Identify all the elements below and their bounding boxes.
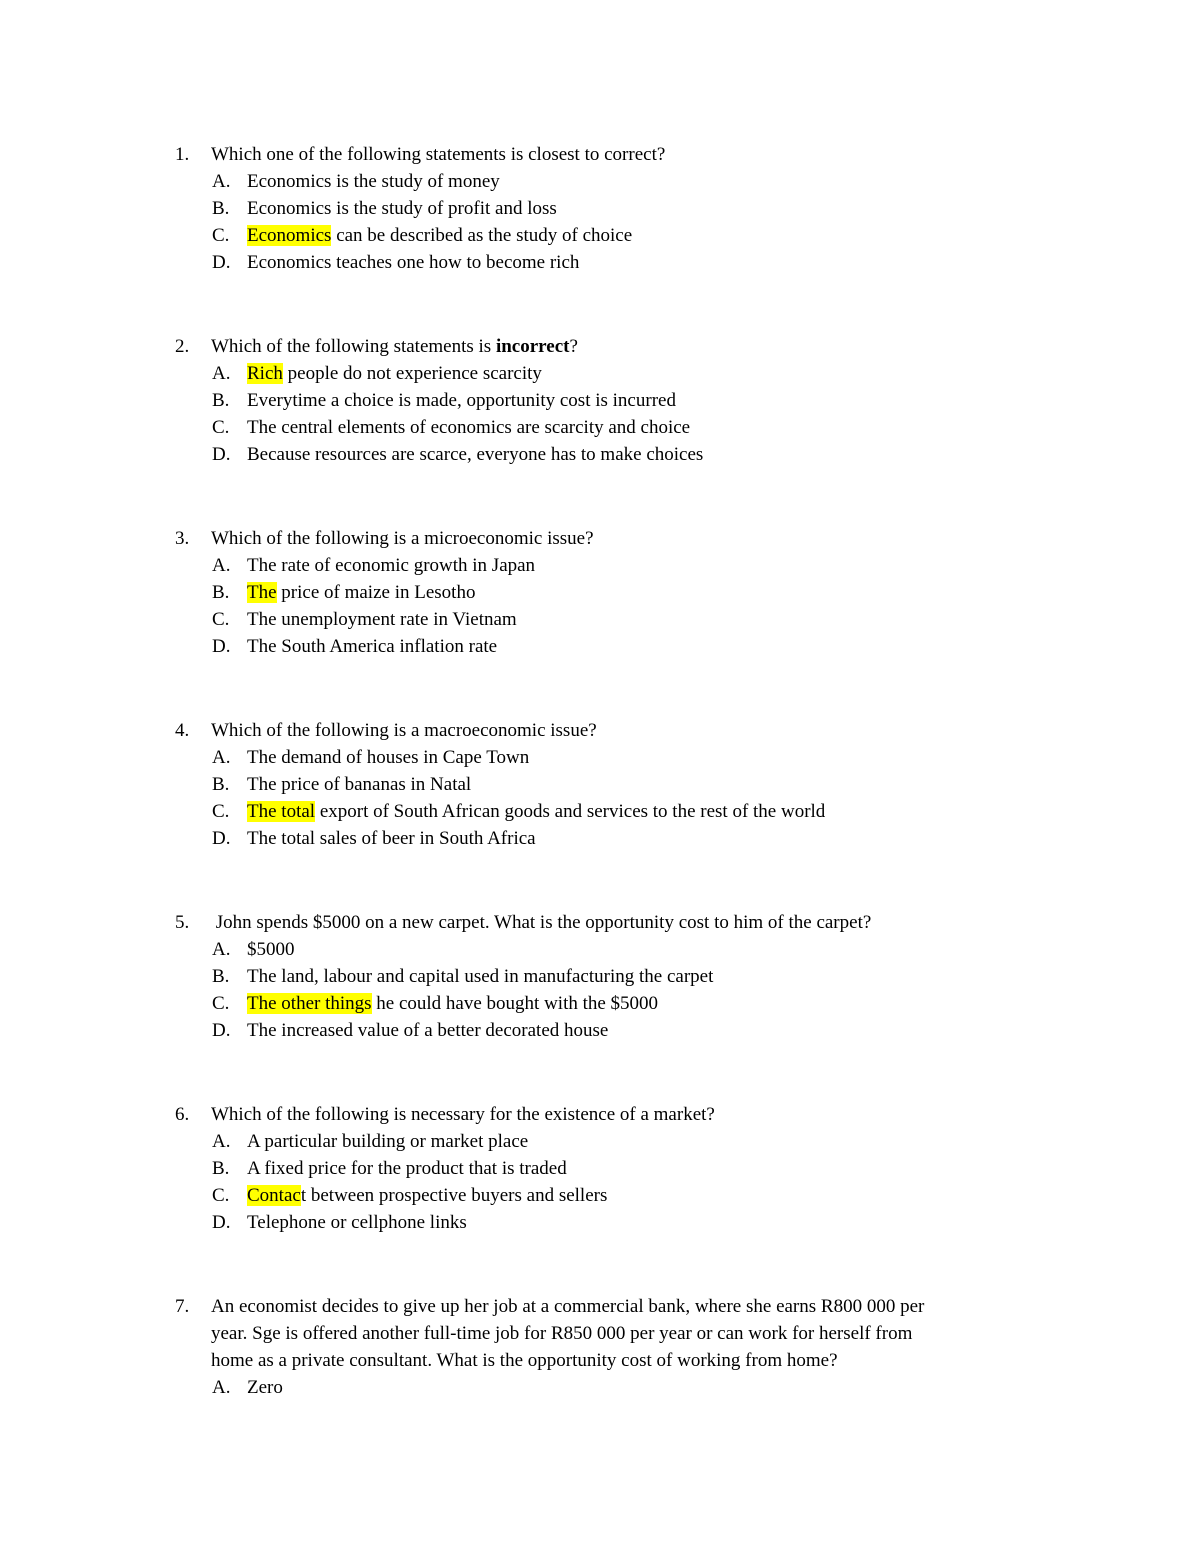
option-letter: D. [212, 252, 231, 273]
option-rest: price of maize in Lesotho [276, 582, 476, 603]
option-rest: The central elements of economics are scarcity and choice [247, 417, 691, 438]
question-text-after: ? [569, 336, 578, 357]
question-text: Which of the following is a macroeconomic issue? [211, 720, 597, 741]
question-number: 2. [175, 336, 190, 357]
option-letter: A. [212, 939, 231, 960]
option-text [247, 936, 295, 963]
highlighted-answer: Contac [247, 1185, 301, 1206]
option-text [247, 1128, 528, 1155]
option-rest: Zero [247, 1377, 283, 1398]
option-text [247, 249, 579, 276]
question-6 [0, 1101, 1100, 1236]
option-d [0, 825, 1100, 852]
option-a [0, 936, 1100, 963]
option-rest: The land, labour and capital used in manufacturing the carpet [247, 966, 714, 987]
option-letter: B. [212, 198, 230, 219]
option-text [247, 552, 535, 579]
question-text-line: year. Sge is offered another full-time job for R850 000 per year or can work for herself from [211, 1323, 913, 1344]
question-7 [0, 1293, 1100, 1401]
option-d [0, 441, 1100, 468]
option-rest: he could have bought with the $5000 [371, 993, 659, 1014]
question-text [211, 333, 578, 360]
option-letter: C. [212, 801, 230, 822]
option-a [0, 1374, 1100, 1401]
question-text: Which one of the following statements is closest to correct? [211, 144, 666, 165]
option-letter: D. [212, 828, 231, 849]
option-rest: The total sales of beer in South Africa [247, 828, 536, 849]
option-text [247, 744, 529, 771]
highlighted-answer: The other things [247, 993, 372, 1014]
question-stem-line-1 [0, 1293, 1100, 1320]
question-stem [0, 141, 1100, 168]
option-rest: people do not experience scarcity [282, 363, 542, 384]
option-text [247, 963, 713, 990]
option-rest: Economics is the study of profit and loss [247, 198, 557, 219]
option-letter: B. [212, 966, 230, 987]
question-number: 4. [175, 720, 190, 741]
option-letter: D. [212, 1212, 231, 1233]
option-text [247, 387, 676, 414]
option-rest: The demand of houses in Cape Town [247, 747, 530, 768]
option-letter: A. [212, 171, 231, 192]
question-stem-line-2 [0, 1320, 1100, 1347]
option-letter: D. [212, 1020, 231, 1041]
option-rest: Economics is the study of money [247, 171, 500, 192]
option-rest: A fixed price for the product that is traded [247, 1158, 567, 1179]
option-rest: Telephone or cellphone links [247, 1212, 467, 1233]
option-letter: B. [212, 582, 230, 603]
question-text: Which of the following is a microeconomic issue? [211, 528, 594, 549]
highlighted-answer: Economics [247, 225, 332, 246]
option-letter: A. [212, 555, 231, 576]
option-letter: A. [212, 1377, 231, 1398]
option-text [247, 441, 703, 468]
option-c [0, 222, 1100, 249]
option-b [0, 963, 1100, 990]
option-rest: $5000 [247, 939, 295, 960]
option-text [247, 1182, 607, 1209]
option-rest: The increased value of a better decorated house [247, 1020, 609, 1041]
question-text-before: Which of the following statements is [211, 336, 496, 357]
option-rest: The price of bananas in Natal [247, 774, 472, 795]
question-text-line: home as a private consultant. What is the opportunity cost of working from home? [211, 1350, 838, 1371]
option-text [247, 798, 825, 825]
option-d [0, 249, 1100, 276]
question-number: 5. [175, 912, 190, 933]
option-b [0, 579, 1100, 606]
question-stem [0, 525, 1100, 552]
option-letter: C. [212, 1185, 230, 1206]
option-text [247, 633, 497, 660]
option-text [247, 1374, 283, 1401]
question-stem-line-3 [0, 1347, 1100, 1374]
option-text [247, 1017, 608, 1044]
option-text [247, 1155, 567, 1182]
option-c [0, 990, 1100, 1017]
option-text [247, 1209, 467, 1236]
option-text [247, 414, 690, 441]
question-text-bold: incorrect [495, 336, 570, 357]
option-text [247, 168, 500, 195]
option-text [247, 990, 658, 1017]
option-letter: C. [212, 993, 230, 1014]
option-letter: D. [212, 444, 231, 465]
option-c [0, 414, 1100, 441]
option-a [0, 168, 1100, 195]
highlighted-answer: The total [247, 801, 316, 822]
option-d [0, 1017, 1100, 1044]
option-b [0, 195, 1100, 222]
option-rest: can be described as the study of choice [331, 225, 633, 246]
question-number: 3. [175, 528, 190, 549]
option-b [0, 387, 1100, 414]
option-a [0, 360, 1100, 387]
option-text [247, 222, 632, 249]
option-text [247, 825, 536, 852]
question-4 [0, 717, 1100, 852]
option-d [0, 633, 1100, 660]
option-rest: export of South African goods and services to the rest of the world [315, 801, 826, 822]
option-c [0, 798, 1100, 825]
option-rest: Everytime a choice is made, opportunity cost is incurred [247, 390, 676, 411]
question-stem [0, 333, 1100, 360]
question-stem [0, 717, 1100, 744]
option-letter: A. [212, 747, 231, 768]
option-letter: B. [212, 774, 230, 795]
option-a [0, 552, 1100, 579]
option-letter: A. [212, 1131, 231, 1152]
question-stem [0, 909, 1100, 936]
option-a [0, 1128, 1100, 1155]
option-text [247, 579, 475, 606]
option-a [0, 744, 1100, 771]
option-rest: t between prospective buyers and sellers [300, 1185, 608, 1206]
option-text [247, 771, 471, 798]
option-text [247, 195, 557, 222]
option-c [0, 606, 1100, 633]
question-3 [0, 525, 1100, 660]
question-number: 7. [175, 1296, 190, 1317]
question-text-line: An economist decides to give up her job at a commercial bank, where she earns R800 000 per [211, 1296, 925, 1317]
question-1 [0, 141, 1100, 276]
option-text [247, 606, 517, 633]
question-5 [0, 909, 1100, 1044]
option-text [247, 360, 542, 387]
option-letter: B. [212, 1158, 230, 1179]
question-stem [0, 1101, 1100, 1128]
question-number: 1. [175, 144, 190, 165]
option-rest: The unemployment rate in Vietnam [247, 609, 517, 630]
option-rest: Economics teaches one how to become rich [247, 252, 580, 273]
option-rest: The South America inflation rate [247, 636, 498, 657]
option-letter: D. [212, 636, 231, 657]
option-letter: B. [212, 390, 230, 411]
question-text: John spends $5000 on a new carpet. What is the opportunity cost to him of the carpet? [211, 912, 872, 933]
option-rest: Because resources are scarce, everyone has to make choices [247, 444, 704, 465]
highlighted-answer: Rich [247, 363, 283, 384]
option-letter: C. [212, 417, 230, 438]
question-2 [0, 333, 1100, 468]
option-letter: C. [212, 225, 230, 246]
highlighted-answer: The [247, 582, 277, 603]
option-letter: C. [212, 609, 230, 630]
option-rest: A particular building or market place [247, 1131, 529, 1152]
option-rest: The rate of economic growth in Japan [247, 555, 536, 576]
option-c [0, 1182, 1100, 1209]
option-b [0, 771, 1100, 798]
question-text: Which of the following is necessary for the existence of a market? [211, 1104, 715, 1125]
option-letter: A. [212, 363, 231, 384]
option-d [0, 1209, 1100, 1236]
question-number: 6. [175, 1104, 190, 1125]
option-b [0, 1155, 1100, 1182]
